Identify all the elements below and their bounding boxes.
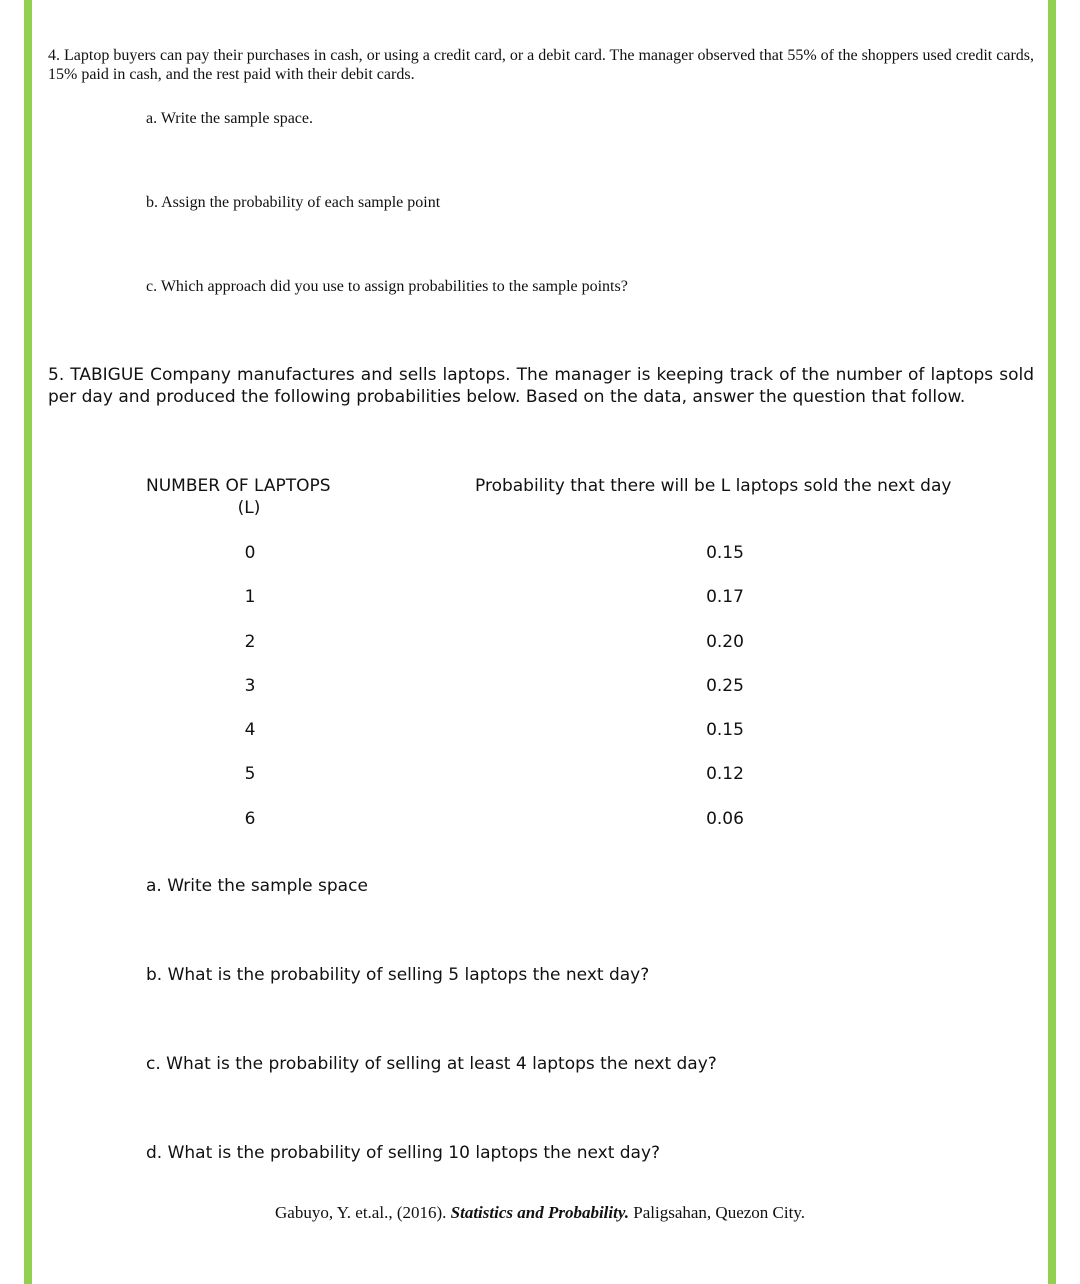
table-cell-laptops: 5 — [244, 764, 256, 784]
question-5d: d. What is the probability of selling 10 laptops the next day? — [146, 1143, 661, 1163]
table-cell-probability: 0.06 — [706, 809, 744, 829]
table-cell-probability: 0.15 — [706, 720, 744, 740]
question-4-stem: 4. Laptop buyers can pay their purchases in cash, or using a credit card, or a debit card. The manager observed that 55% of the shoppers used credit cards, 15% paid in cash, and the rest paid with their debit cards. — [48, 47, 1034, 83]
table-cell-laptops: 6 — [244, 809, 256, 829]
citation-prefix: Gabuyo, Y. et.al., (2016). — [275, 1203, 451, 1222]
question-5c: c. What is the probability of selling at least 4 laptops the next day? — [146, 1054, 717, 1074]
question-5-stem: 5. TABIGUE Company manufactures and sells laptops. The manager is keeping track of the number of laptops sold per day and produced the following probabilities below. Based on the data, answer the question that follow. — [48, 365, 1034, 407]
question-5a: a. Write the sample space — [146, 876, 368, 896]
table-cell-probability: 0.17 — [706, 587, 744, 607]
citation-period: . — [624, 1203, 630, 1222]
table-cell-laptops: 1 — [244, 587, 256, 607]
table-cell-probability: 0.25 — [706, 676, 744, 696]
table-cell-probability: 0.15 — [706, 543, 744, 563]
citation-suffix: Paligsahan, Quezon City. — [629, 1203, 805, 1222]
citation — [0, 1202, 1080, 1224]
citation-title: Statistics and Probability — [450, 1203, 625, 1222]
left-green-border — [24, 0, 32, 1284]
right-green-border — [1048, 0, 1056, 1284]
table-header-laptops — [146, 475, 354, 519]
question-5b: b. What is the probability of selling 5 laptops the next day? — [146, 965, 650, 985]
question-4a: a. Write the sample space. — [146, 110, 313, 127]
table-cell-laptops: 0 — [244, 543, 256, 563]
question-4b: b. Assign the probability of each sample point — [146, 194, 441, 211]
table-cell-laptops: 4 — [244, 720, 256, 740]
table-header-laptops-line2: (L) — [237, 498, 261, 518]
question-4c: c. Which approach did you use to assign probabilities to the sample points? — [146, 278, 628, 295]
table-cell-probability: 0.12 — [706, 764, 744, 784]
table-header-probability: Probability that there will be L laptops sold the next day — [475, 476, 952, 496]
table-cell-laptops: 2 — [244, 632, 256, 652]
table-cell-laptops: 3 — [244, 676, 256, 696]
table-header-laptops-line1: NUMBER OF LAPTOPS — [146, 476, 331, 496]
table-cell-probability: 0.20 — [706, 632, 744, 652]
